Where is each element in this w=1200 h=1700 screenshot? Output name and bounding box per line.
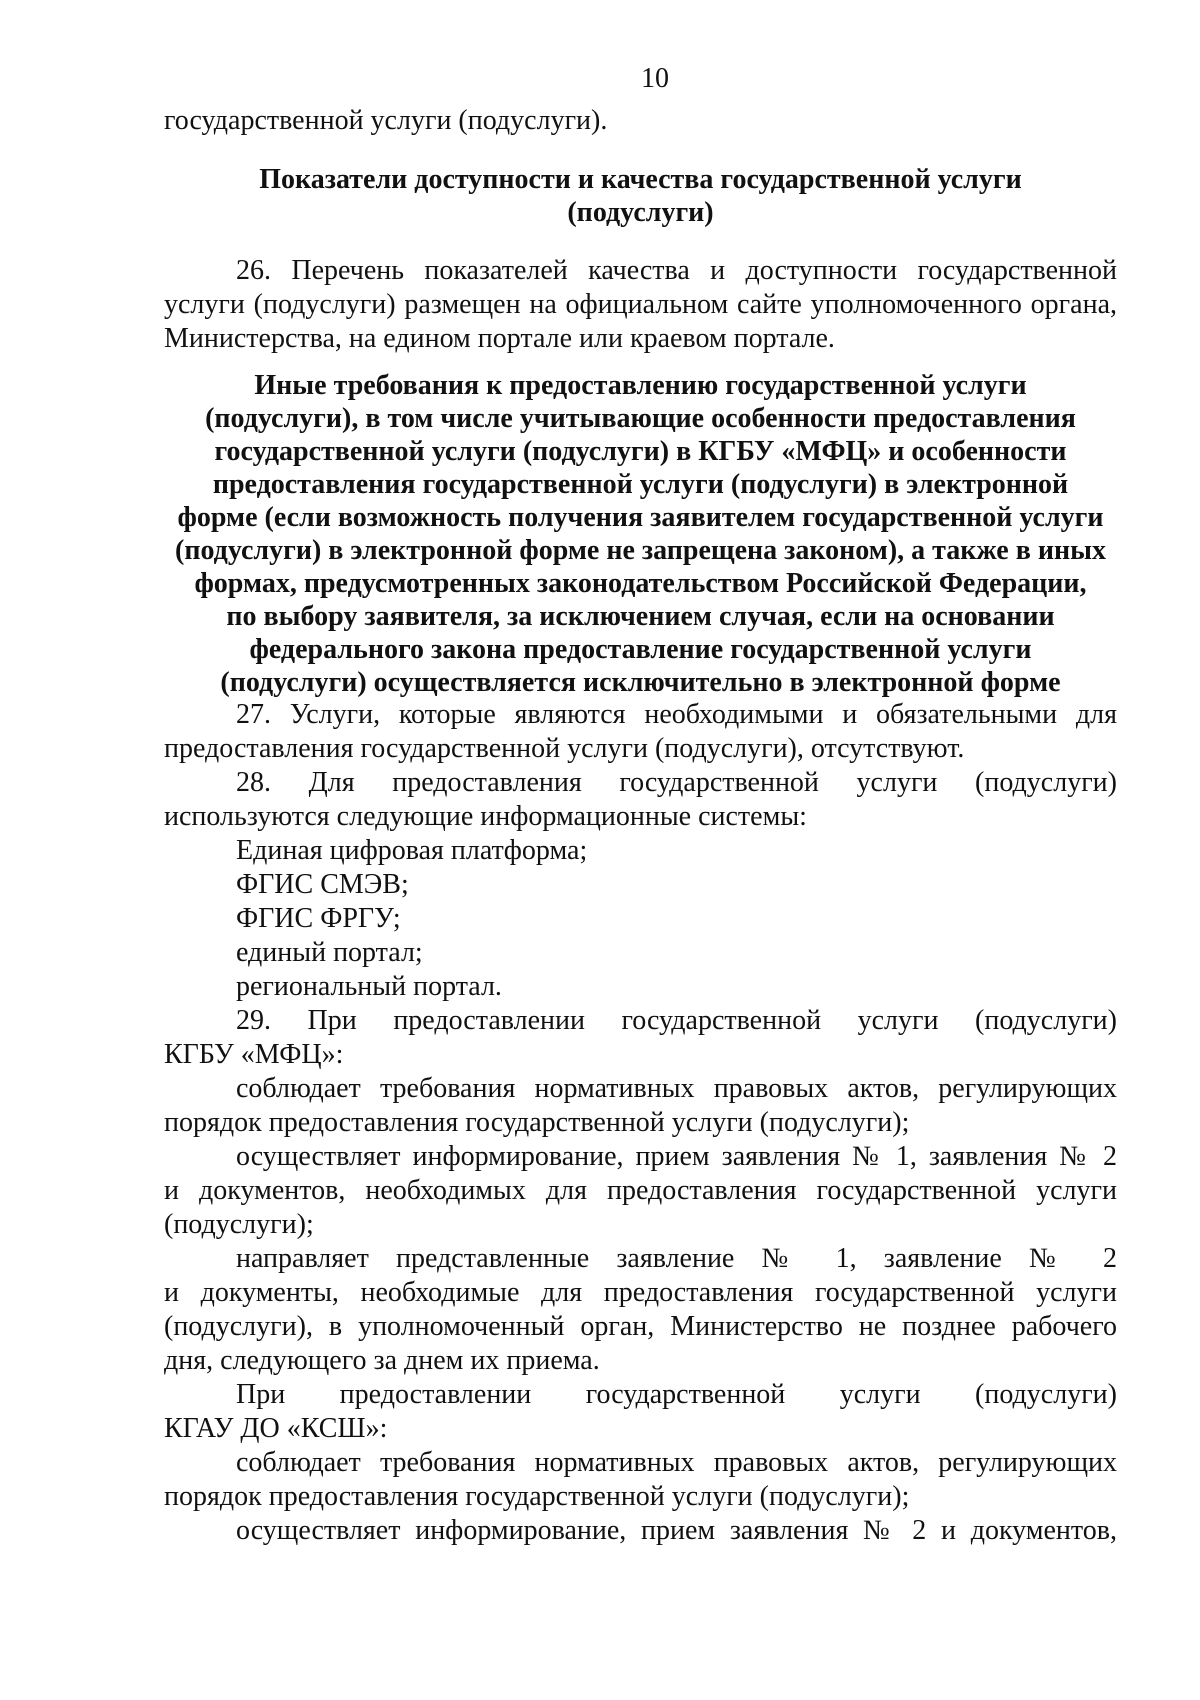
text-line: Министерства, на едином портале или краевом портале. [164,323,835,354]
text-line: осуществляет информирование, прием заявления № 1, заявления № 2 [236,1141,1117,1172]
text-line: КГАУ ДО «КСШ»: [164,1413,388,1444]
heading-line: по выбору заявителя, за исключением случая, если на основании [226,601,1055,632]
system-item: региональный портал. [236,971,502,1002]
heading-line: (подуслуги), в том числе учитывающие особенности предоставления [205,403,1076,434]
text-line: порядок предоставления государственной услуги (подуслуги); [164,1107,910,1138]
system-item: ФГИС СМЭВ; [236,869,409,900]
text-line: соблюдает требования нормативных правовых актов, регулирующих [236,1073,1117,1104]
system-item: единый портал; [236,937,423,968]
text-line: 29. При предоставлении государственной услуги (подуслуги) [236,1005,1117,1036]
system-item: Единая цифровая платформа; [236,835,588,866]
text-line: государственной услуги (подуслуги). [164,105,608,136]
heading-other-requirements [164,369,1117,699]
heading-line: предоставления государственной услуги (подуслуги) в электронной [212,469,1069,500]
page-number: 10 [641,63,669,94]
heading-indicators [164,163,1117,229]
text-line: (подуслуги); [164,1209,314,1240]
text-line: 28. Для предоставления государственной услуги (подуслуги) [236,767,1117,798]
text-line: КГБУ «МФЦ»: [164,1039,344,1070]
text-line: порядок предоставления государственной услуги (подуслуги); [164,1481,910,1512]
text-line: соблюдает требования нормативных правовых актов, регулирующих [236,1447,1117,1478]
text-line: осуществляет информирование, прием заявления № 2 и документов, [236,1515,1117,1546]
heading-line: Показатели доступности и качества государственной услуги [259,164,1022,195]
heading-line: (подуслуги) осуществляется исключительно в электронной форме [220,667,1061,698]
text-line: 27. Услуги, которые являются необходимыми и обязательными для [236,699,1117,730]
intro-line [164,104,1117,138]
heading-line: государственной услуги (подуслуги) в КГБУ «МФЦ» и особенности [214,436,1067,467]
heading-line: федерального закона предоставление государственной услуги [249,634,1032,665]
text-line: дня, следующего за днем их приема. [164,1345,600,1376]
paragraphs-27-30 [164,698,1117,1548]
text-line: и документов, необходимых для предоставления государственной услуги [164,1175,1117,1206]
text-line: (подуслуги), в уполномоченный орган, Министерство не позднее рабочего [164,1311,1117,1342]
paragraph-26 [164,254,1117,356]
text-line: и документы, необходимые для предоставления государственной услуги [164,1277,1117,1308]
heading-line: (подуслуги) в электронной форме не запрещена законом), а также в иных [175,535,1106,566]
text-line: направляет представленные заявление № 1, заявление № 2 [236,1243,1117,1274]
text-line: При предоставлении государственной услуги (подуслуги) [236,1379,1117,1410]
heading-line: (подуслуги) [567,197,714,228]
heading-line: форме (если возможность получения заявителем государственной услуги [177,502,1104,533]
heading-line: Иные требования к предоставлению государственной услуги [254,370,1027,401]
text-line: 26. Перечень показателей качества и доступности государственной [236,255,1117,286]
system-item: ФГИС ФРГУ; [236,903,401,934]
text-line: используются следующие информационные системы: [164,801,807,832]
heading-line: формах, предусмотренных законодательством Российской Федерации, [194,568,1087,599]
text-line: услуги (подуслуги) размещен на официальном сайте уполномоченного органа, [164,289,1117,320]
text-line: предоставления государственной услуги (подуслуги), отсутствуют. [164,733,965,764]
